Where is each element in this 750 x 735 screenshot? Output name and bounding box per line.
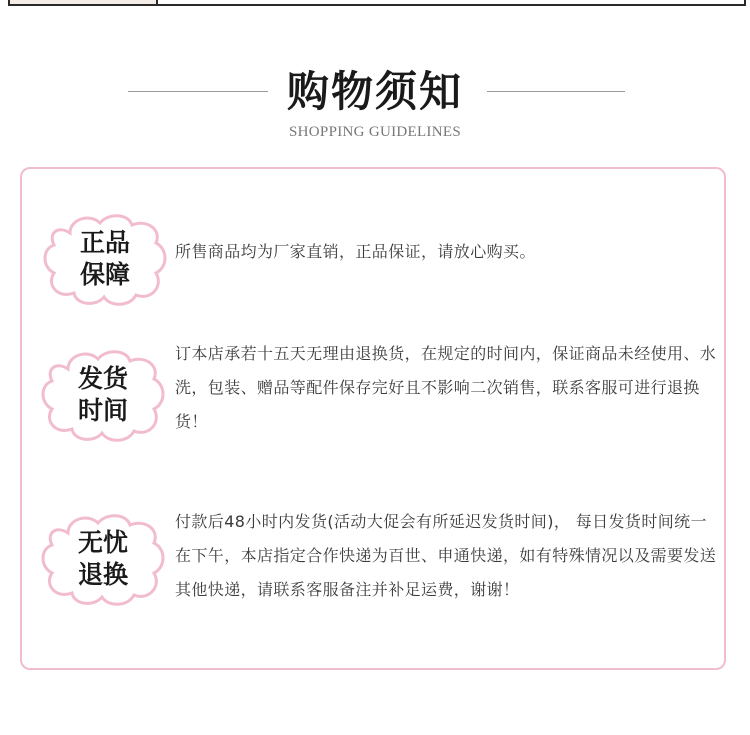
cloud-badge-label [38,347,168,443]
page-title: 购物须知 [286,67,463,116]
page-subtitle: SHOPPING GUIDELINES [289,124,461,140]
cloud-badge-label [38,511,168,607]
guideline-description: 所售商品均为厂家直销，正品保证，请放心购买。 [175,242,536,261]
cloud-badge-icon [38,511,168,607]
badge-label-line2: 保障 [79,260,130,289]
top-divider-strip [0,0,750,6]
guidelines-panel [20,167,726,670]
badge-label-line1: 无忧 [77,528,128,557]
badge-label-line2: 时间 [77,396,128,425]
cloud-badge-icon [38,347,168,443]
guideline-description: 订本店承若十五天无理由退换货，在规定的时间内，保证商品未经使用、水洗，包装、赠品等配件保存完好且不影响二次销售，联系客服可进行退换货！ [175,344,717,431]
guideline-description: 付款后48小时内发货(活动大促会有所延迟发货时间)， 每日发货时间统一在下午，本店指定合作快递为百世、申通快递，如有特殊情况以及需要发送其他快递，请联系客服备注并补足运费，谢谢！ [175,512,717,599]
badge-label-line1: 正品 [79,228,130,257]
top-strip-left-segment [8,0,156,6]
top-strip-right-segment [156,0,746,6]
cloud-badge-icon [40,211,170,307]
badge-label-line2: 退换 [77,560,128,589]
badge-label-line1: 发货 [77,364,128,393]
cloud-badge-label [40,211,170,307]
section-header [0,60,750,150]
